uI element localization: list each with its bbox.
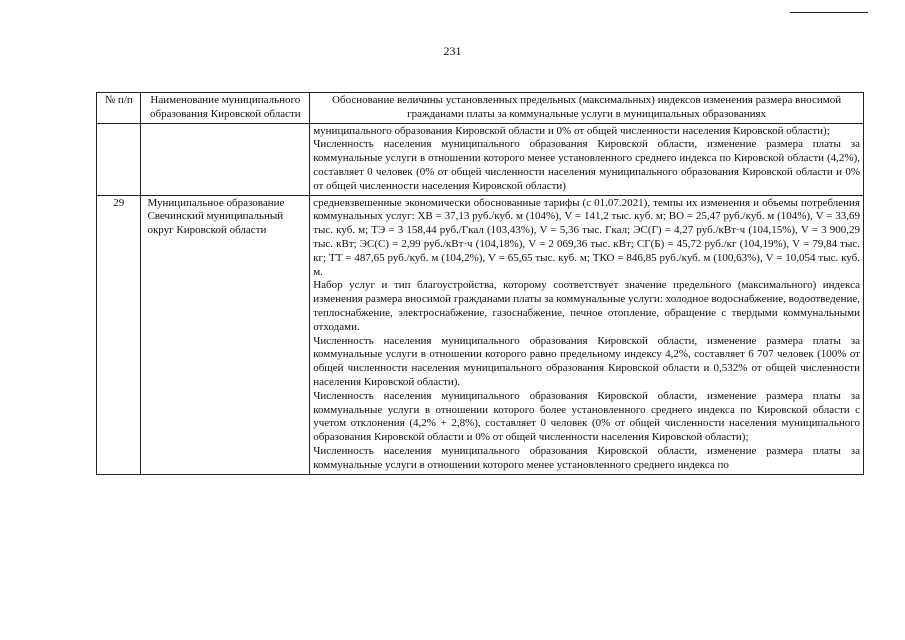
corner-rule [790,12,868,13]
cell-municipality: Муниципальное образование Свечинский муниципальный округ Кировской области [141,195,310,474]
page-number: 231 [443,44,462,58]
paragraph-tariffs: средневзвешенные экономически обоснованные тарифы (с 01.07.2021), темпы их изменения и объемы потребления коммунальных услуг: ХВ = 37,13 руб./куб. м (104%), V = 141,2 тыс. куб. м; ВО = 25,47 руб./куб. м (104%), V = 33,69 тыс. куб. м; ТЭ = 3 158,44 руб./Гкал (103,43%), V = 5,36 тыс. Гкал; ЭС(Г) = 4,27 руб./кВт·ч (104,15%), V = 3 900,29 тыс. кВт; ЭС(С) = 2,99 руб./кВт·ч (104,18%), V = 2 069,36 тыс. кВт; СГ(Б) = 45,72 руб./кг (104,19%), V = 79,84 тыс. кг; ТТ = 487,65 руб./куб. м (104,2%), V = 65,65 тыс. куб. м; ТКО = 846,85 руб./куб. м (100,63%), V = 10,054 тыс. куб. м. [313,196,860,278]
paragraph: Численность населения муниципального образования Кировской области, изменение размера платы за коммунальные услуги в отношении которого менее установленного среднего индекса по Кировской области (4,2%), составляет 0 человек (0% от общей численности населения муниципального образования Кировской области и 0% от общей численности населения Кировской области) [313,138,860,192]
cell-number: 29 [97,195,141,474]
table-row-29 [97,195,864,474]
cell-municipality [141,123,310,195]
header-rationale: Обоснование величины установленных предельных (максимальных) индексов изменения размера вносимой гражданами платы за коммунальные услуги в муниципальных образованиях [310,93,864,124]
tariff-table [96,92,864,475]
paragraph-services: Набор услуг и тип благоустройства, которому соответствует значение предельного (максимального) индекса изменения размера вносимой гражданами платы за коммунальные услуги: холодное водоснабжение, водоотведение, теплоснабжение, электроснабжение, газоснабжение, печное отопление, обращение с твердыми коммунальными отходами. [313,279,860,333]
paragraph-population-above: Численность населения муниципального образования Кировской области, изменение размера платы за коммунальные услуги в отношении которого более установленного среднего индекса по Кировской области с учетом отклонения (4,2% + 2,8%), составляет 0 человек (0% от общей численности населения муниципального образования Кировской области и 0% от общей численности населения Кировской области); [313,389,860,444]
table-row-continuation [97,123,864,195]
cell-number [97,123,141,195]
table-header-row [97,93,864,124]
paragraph-population-below: Численность населения муниципального образования Кировской области, изменение размера платы за коммунальные услуги в отношении которого менее установленного среднего индекса по [313,444,860,471]
header-municipality: Наименование муниципального образования Кировской области [141,93,310,124]
header-number: № п/п [97,93,141,124]
paragraph: муниципального образования Кировской области и 0% от общей численности населения Кировской области); [313,124,830,137]
cell-rationale [310,123,864,195]
paragraph-population-equal: Численность населения муниципального образования Кировской области, изменение размера платы за коммунальные услуги в отношении которого равно предельному индексу 4,2%, составляет 6 707 человек (100% от общей численности населения муниципального образования Кировской области и 0,532% от общей численности населения Кировской области). [313,334,860,388]
cell-rationale [310,195,864,474]
